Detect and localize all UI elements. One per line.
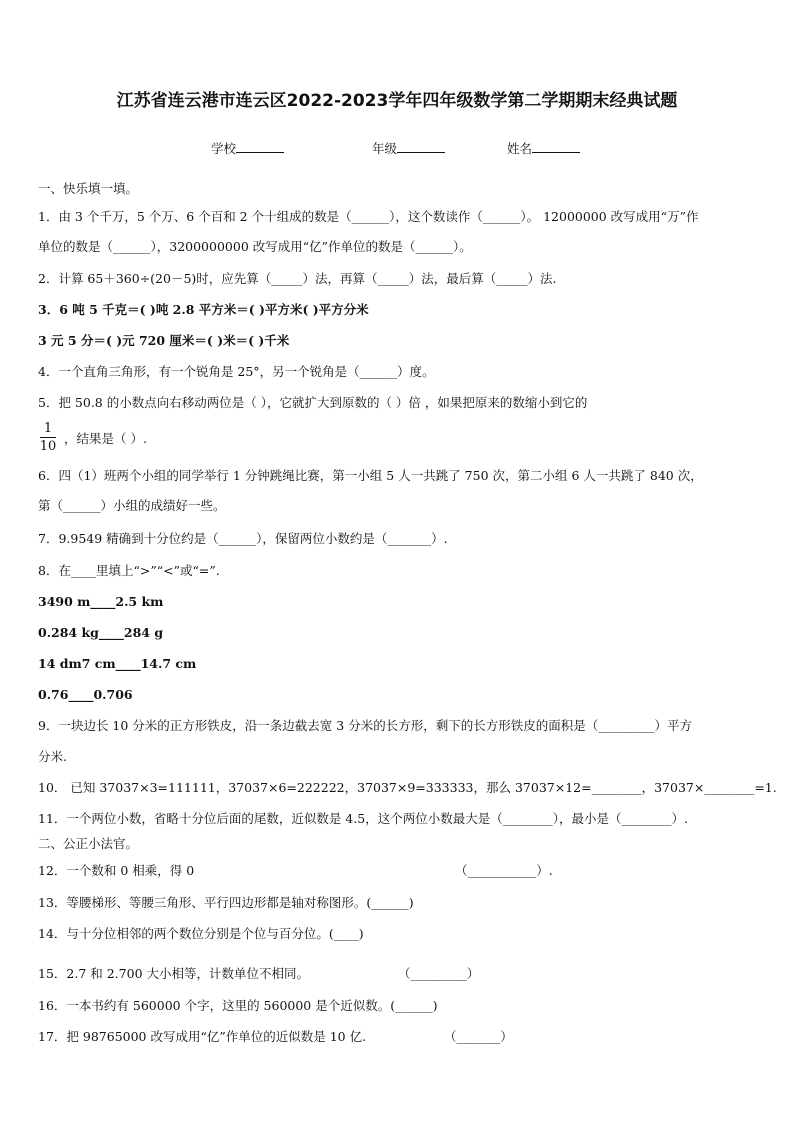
question-8-item-2: 0.284 kg____284 g — [38, 625, 164, 640]
question-3-line-1: 3．6 吨 5 千克＝( )吨 2.8 平方米＝( )平方米( )平方分米 — [38, 302, 369, 317]
school-field — [211, 139, 284, 157]
question-16: 16．一本书约有 560000 个字，这里的 560000 是个近似数。(______) — [38, 998, 438, 1013]
question-4: 4．一个直角三角形，有一个锐角是 25°，另一个锐角是（______）度。 — [38, 364, 435, 379]
name-label: 姓名 — [507, 141, 533, 156]
question-14: 14．与十分位相邻的两个数位分别是个位与百分位。(____) — [38, 926, 364, 941]
question-17: 17．把 98765000 改写成用“亿”作单位的近似数是 10 亿. — [38, 1029, 367, 1044]
question-9-line-2: 分米. — [38, 749, 67, 764]
question-1-line-2: 单位的数是（______），3200000000 改写成用“亿”作单位的数是（______）。 — [38, 239, 472, 254]
question-9-line-1: 9．一块边长 10 分米的正方形铁皮，沿一条边截去宽 3 分米的长方形，剩下的长方形铁皮的面积是（_________）平方 — [38, 718, 692, 733]
question-15-answer: （_________） — [398, 966, 480, 981]
school-label: 学校 — [211, 141, 237, 156]
question-8-item-4: 0.76____0.706 — [38, 687, 133, 702]
section-1-heading: 一、快乐填一填。 — [38, 181, 139, 196]
fraction-numerator: 1 — [43, 421, 53, 436]
question-15: 15．2.7 和 2.700 大小相等，计数单位不相同。 — [38, 966, 309, 981]
grade-field — [372, 139, 445, 157]
question-11: 11．一个两位小数，省略十分位后面的尾数，近似数是 4.5，这个两位小数最大是（________），最小是（________）. — [38, 811, 688, 826]
question-8-item-3: 14 dm7 cm____14.7 cm — [38, 656, 197, 671]
question-6-line-2: 第（______）小组的成绩好一些。 — [38, 498, 226, 513]
grade-label: 年级 — [372, 141, 398, 156]
question-17-answer: （_______） — [444, 1029, 513, 1044]
school-blank — [236, 140, 284, 153]
grade-blank — [397, 140, 445, 153]
fraction-denominator: 10 — [39, 439, 57, 454]
fraction-one-tenth — [38, 421, 58, 454]
question-1-line-1: 1．由 3 个千万，5 个万、6 个百和 2 个十组成的数是（______），这个数读作（______）。 12000000 改写成用“万”作 — [38, 209, 699, 224]
section-2-heading: 二、公正小法官。 — [38, 836, 139, 851]
question-5-line-2: ，结果是（ ）. — [64, 431, 147, 446]
name-blank — [532, 140, 580, 153]
question-3-line-2: 3 元 5 分＝( )元 720 厘米＝( )米＝( )千米 — [38, 333, 290, 348]
name-field — [507, 139, 580, 157]
question-8-item-1: 3490 m____2.5 km — [38, 594, 164, 609]
question-12-answer: （___________）. — [455, 863, 553, 878]
page-title: 江苏省连云港市连云区2022-2023学年四年级数学第二学期期末经典试题 — [116, 91, 678, 111]
question-12: 12．一个数和 0 相乘，得 0 — [38, 863, 195, 878]
question-8: 8．在____里填上“>”“<”或“=”. — [38, 563, 220, 578]
question-7: 7．9.9549 精确到十分位约是（______），保留两位小数约是（_______）. — [38, 531, 448, 546]
question-2: 2．计算 65＋360÷(20－5)时，应先算（_____）法，再算（_____）法，最后算（_____）法. — [38, 271, 557, 286]
question-10: 10． 已知 37037×3=111111，37037×6=222222，37037×9=333333，那么 37037×12=________，37037×________=1. — [38, 780, 777, 795]
question-13: 13．等腰梯形、等腰三角形、平行四边形都是轴对称图形。(______) — [38, 895, 414, 910]
fraction-bar — [40, 437, 56, 438]
question-6-line-1: 6．四（1）班两个小组的同学举行 1 分钟跳绳比赛，第一小组 5 人一共跳了 750 次，第二小组 6 人一共跳了 840 次， — [38, 468, 703, 483]
question-5-line-1: 5．把 50.8 的小数点向右移动两位是（ ），它就扩大到原数的（ ）倍 ，如果把原来的数缩小到它的 — [38, 395, 588, 410]
